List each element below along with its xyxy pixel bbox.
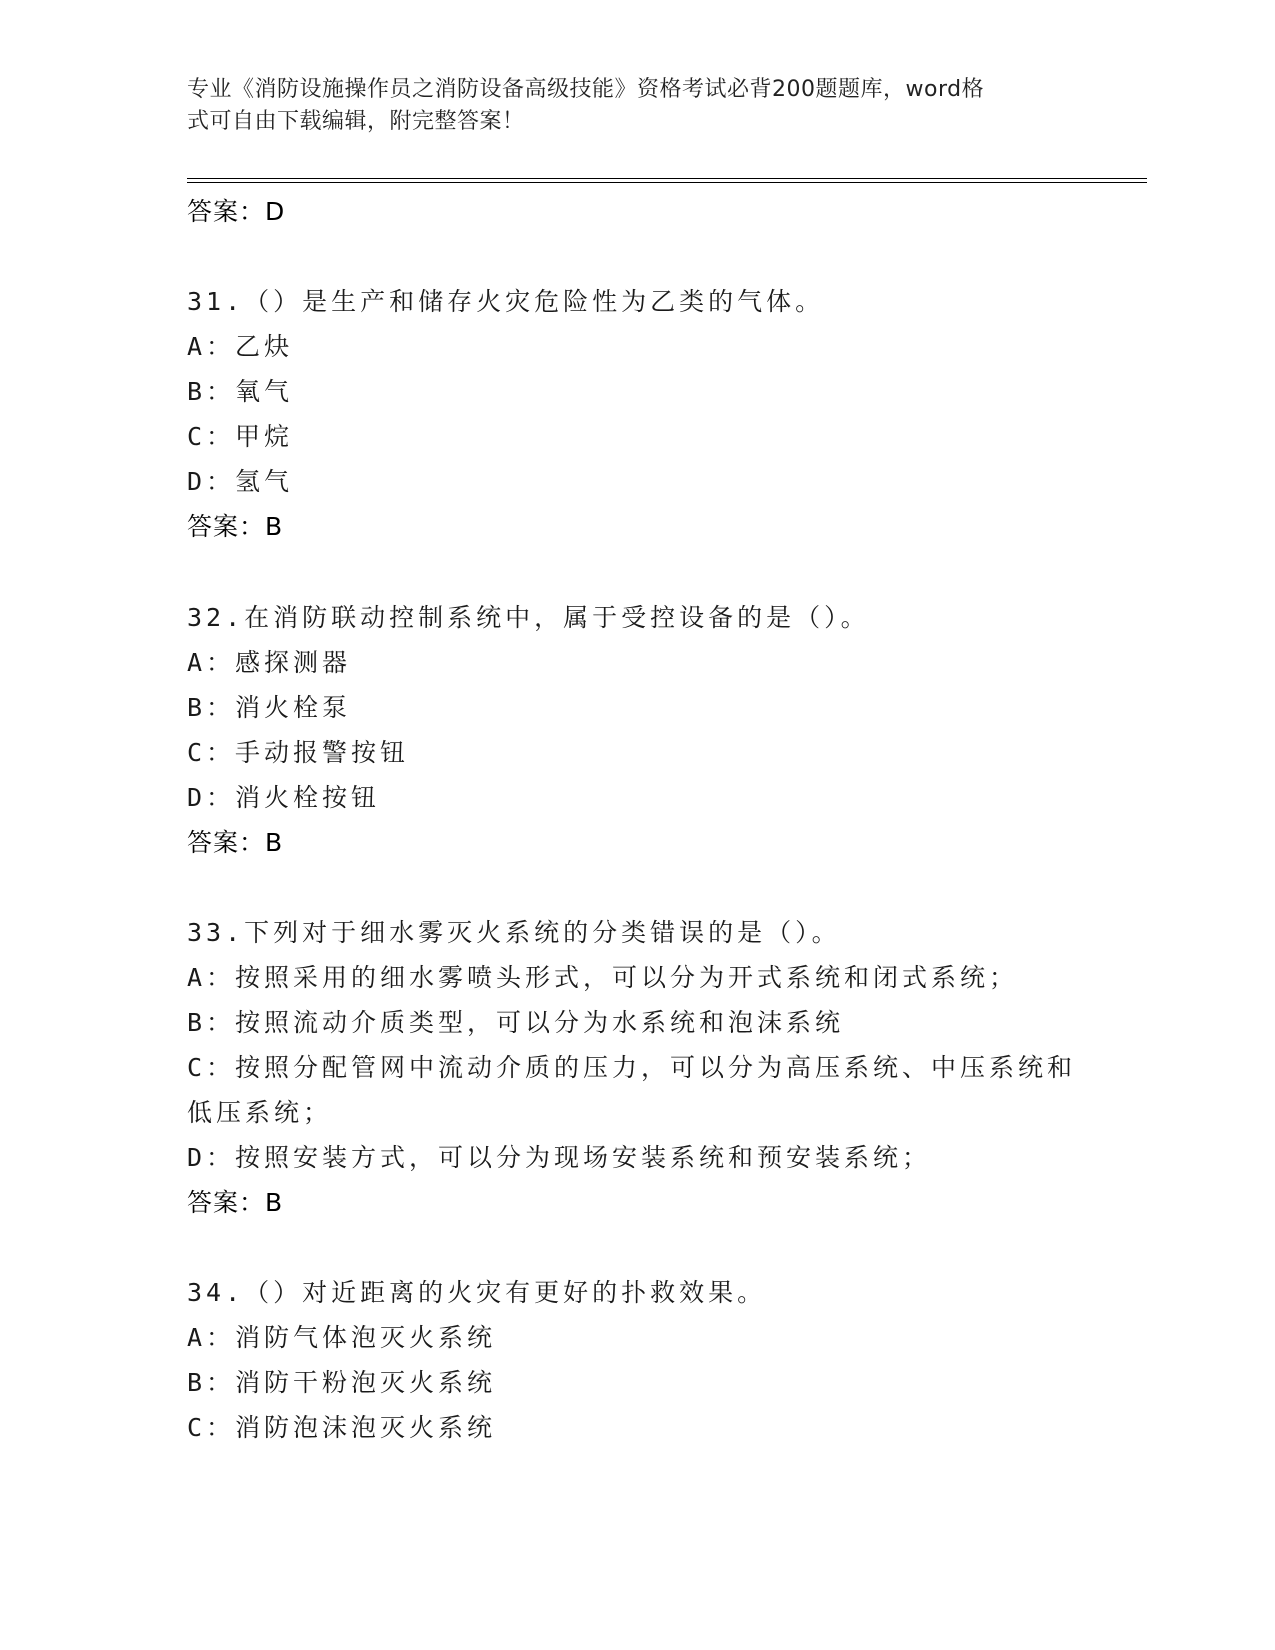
question-stem: 34.（）对近距离的火灾有更好的扑救效果。 <box>187 1278 767 1307</box>
question-stem: 31.（）是生产和储存火灾危险性为乙类的气体。 <box>187 287 825 316</box>
option-a: A：消防气体泡灭火系统 <box>187 1323 497 1352</box>
option-d: D：按照安装方式，可以分为现场安装系统和预安装系统； <box>187 1143 932 1172</box>
option-a: A：乙炔 <box>187 332 294 361</box>
header-line-2: 式可自由下载编辑，附完整答案！ <box>187 109 525 134</box>
option-c-continuation: 低压系统； <box>187 1098 333 1127</box>
option-b: B：按照流动介质类型，可以分为水系统和泡沫系统 <box>187 1008 845 1037</box>
option-c: C：手动报警按钮 <box>187 738 410 767</box>
option-b: B：消火栓泵 <box>187 693 352 722</box>
header-divider-bottom <box>187 182 1147 183</box>
answer-line: 答案：B <box>187 1188 284 1217</box>
answer-line: 答案：D <box>187 197 286 226</box>
option-a: A：感探测器 <box>187 648 352 677</box>
answer-line: 答案：B <box>187 512 284 541</box>
option-c: C：消防泡沫泡灭火系统 <box>187 1413 497 1442</box>
option-c: C：甲烷 <box>187 422 294 451</box>
question-stem: 33.下列对于细水雾灭火系统的分类错误的是（）。 <box>187 918 841 947</box>
option-d: D：氢气 <box>187 467 294 496</box>
header-line-1: 专业《消防设施操作员之消防设备高级技能》资格考试必背200题题库，word格 <box>187 77 985 102</box>
option-c: C：按照分配管网中流动介质的压力，可以分为高压系统、中压系统和 <box>187 1053 1077 1082</box>
option-b: B：氧气 <box>187 377 294 406</box>
option-a: A：按照采用的细水雾喷头形式，可以分为开式系统和闭式系统； <box>187 963 1019 992</box>
question-stem: 32.在消防联动控制系统中，属于受控设备的是（）。 <box>187 603 870 632</box>
header-divider-top <box>187 178 1147 179</box>
option-d: D：消火栓按钮 <box>187 783 381 812</box>
document-header <box>187 74 1067 138</box>
option-b: B：消防干粉泡灭火系统 <box>187 1368 497 1397</box>
answer-line: 答案：B <box>187 828 284 857</box>
